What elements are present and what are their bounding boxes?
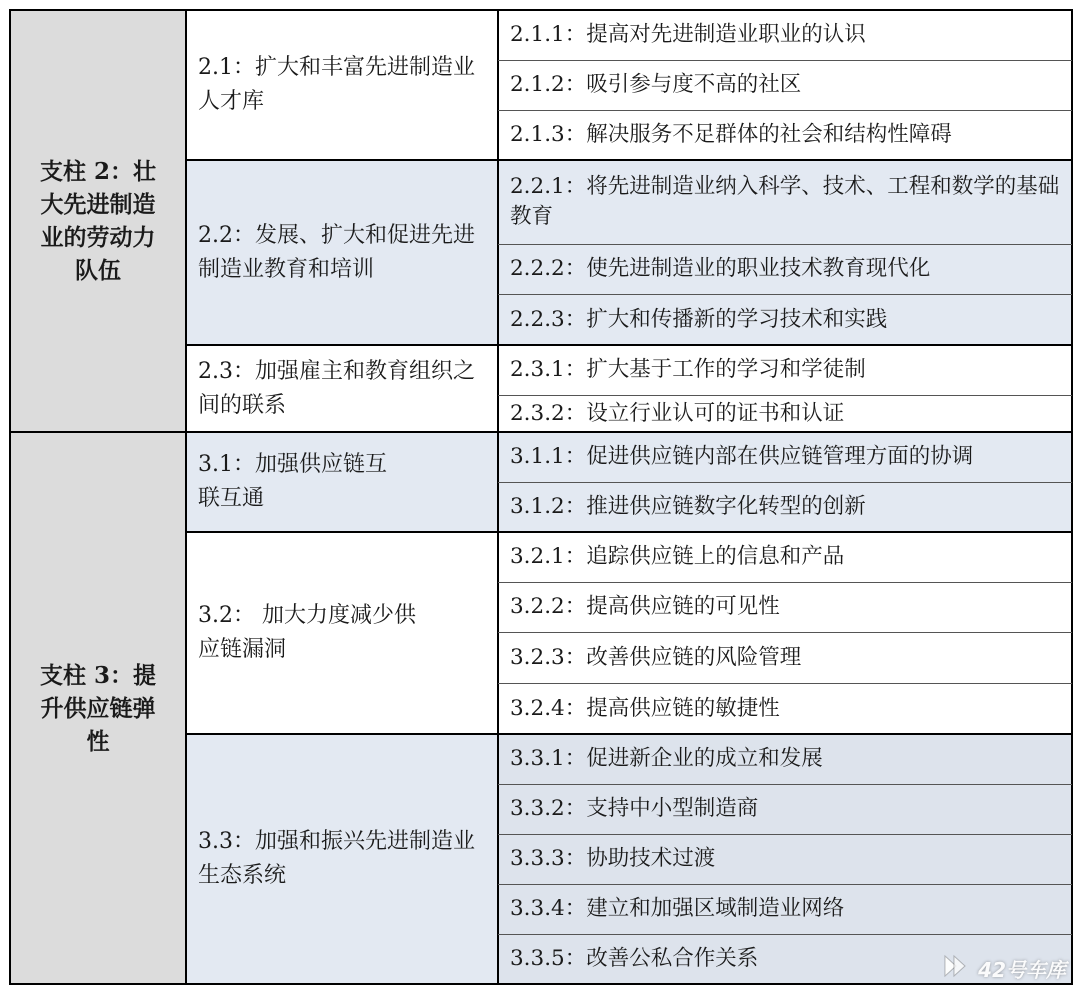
objective-2-1-2: 2.1.2：吸引参与度不高的社区 (510, 72, 802, 97)
goal-2-3-cell (186, 345, 498, 432)
goal-2-2-cell (186, 160, 498, 345)
objective-2-2-1: 2.2.1：将先进制造业纳入科学、技术、工程和数学的基础教育 (498, 160, 1072, 244)
goal-divider (186, 159, 1073, 161)
objective-2-3-1: 2.3.1：扩大基于工作的学习和学徒制 (510, 357, 866, 382)
goal-2-1-cell (186, 10, 498, 160)
objective-2-2-2: 2.2.2：使先进制造业的职业技术教育现代化 (498, 244, 1072, 294)
goal-3-3-cell (186, 734, 498, 984)
objective-divider (498, 482, 1072, 483)
objective-divider (498, 244, 1072, 245)
objective-3-1-2: 3.1.2：推进供应链数字化转型的创新 (498, 482, 1072, 532)
objective-divider (498, 60, 1072, 61)
objective-divider (498, 934, 1072, 935)
objective-divider (498, 784, 1072, 785)
goal-3-2-cell (186, 532, 498, 734)
objective-divider (498, 110, 1072, 111)
pillar-3-label: 支柱 3：提升供应链弹性 (39, 661, 156, 755)
objective-3-3-5: 3.3.5：改善公私合作关系 (498, 934, 1072, 984)
objective-divider (498, 884, 1072, 885)
objective-3-3-4: 3.3.4：建立和加强区域制造业网络 (498, 884, 1072, 934)
goal-3-3-label: 3.3：加强和振兴先进制造业生态系统 (198, 829, 475, 888)
goal-2-2-label: 2.2：发展、扩大和促进先进制造业教育和培训 (198, 222, 475, 282)
column-divider-2 (497, 9, 499, 985)
goal-3-2-label: 3.2： 加大力度减少供应链漏洞 (198, 603, 416, 662)
objective-3-1-1: 3.1.1：促进供应链内部在供应链管理方面的协调 (498, 432, 1072, 482)
table-border-top (10, 9, 1073, 11)
watermark-text: 42号车库 (978, 958, 1066, 982)
objective-2-1-3: 2.1.3：解决服务不足群体的社会和结构性障碍 (510, 122, 952, 147)
table-border-right (1071, 9, 1073, 985)
objective-2-2-3: 2.2.3：扩大和传播新的学习技术和实践 (498, 294, 1072, 345)
goal-divider (186, 344, 1073, 346)
column-divider-1 (185, 9, 187, 985)
objective-2-3-2: 2.3.2：设立行业认可的证书和认证 (510, 400, 845, 426)
table-border-left (9, 9, 11, 985)
goal-2-3-label: 2.3：加强雇主和教育组织之间的联系 (198, 358, 475, 418)
pillar-2-label: 支柱 2：壮大先进制造业的劳动力队伍 (39, 158, 156, 284)
goal-divider (186, 733, 1073, 735)
objective-divider (498, 683, 1072, 684)
objective-3-2-3: 3.2.3：改善供应链的风险管理 (510, 644, 802, 670)
objective-3-2-2: 3.2.2：提高供应链的可见性 (510, 594, 780, 619)
table-border-bottom (10, 983, 1073, 985)
objective-3-3-2: 3.3.2：支持中小型制造商 (498, 784, 1072, 834)
pillar-2-cell (10, 10, 186, 432)
goal-3-1-label: 3.1：加强供应链互联互通 (198, 452, 387, 511)
objective-2-1-1: 2.1.1：提高对先进制造业职业的认识 (510, 22, 866, 47)
goal-2-1-label: 2.1：扩大和丰富先进制造业人才库 (198, 55, 475, 114)
watermark (942, 953, 1066, 984)
pillar-divider (10, 431, 1073, 433)
goal-divider (186, 531, 1073, 533)
objective-divider (498, 395, 1072, 396)
play-logo-icon (942, 953, 972, 984)
objective-3-2-1: 3.2.1：追踪供应链上的信息和产品 (510, 544, 845, 569)
goal-3-1-cell (186, 432, 498, 532)
objective-divider (498, 294, 1072, 295)
objective-divider (498, 582, 1072, 583)
objective-3-3-1: 3.3.1：促进新企业的成立和发展 (498, 734, 1072, 784)
objective-3-3-3: 3.3.3：协助技术过渡 (498, 834, 1072, 884)
objective-3-2-4: 3.2.4：提高供应链的敏捷性 (510, 695, 780, 721)
objective-divider (498, 632, 1072, 633)
objective-divider (498, 834, 1072, 835)
pillar-3-cell (10, 432, 186, 984)
